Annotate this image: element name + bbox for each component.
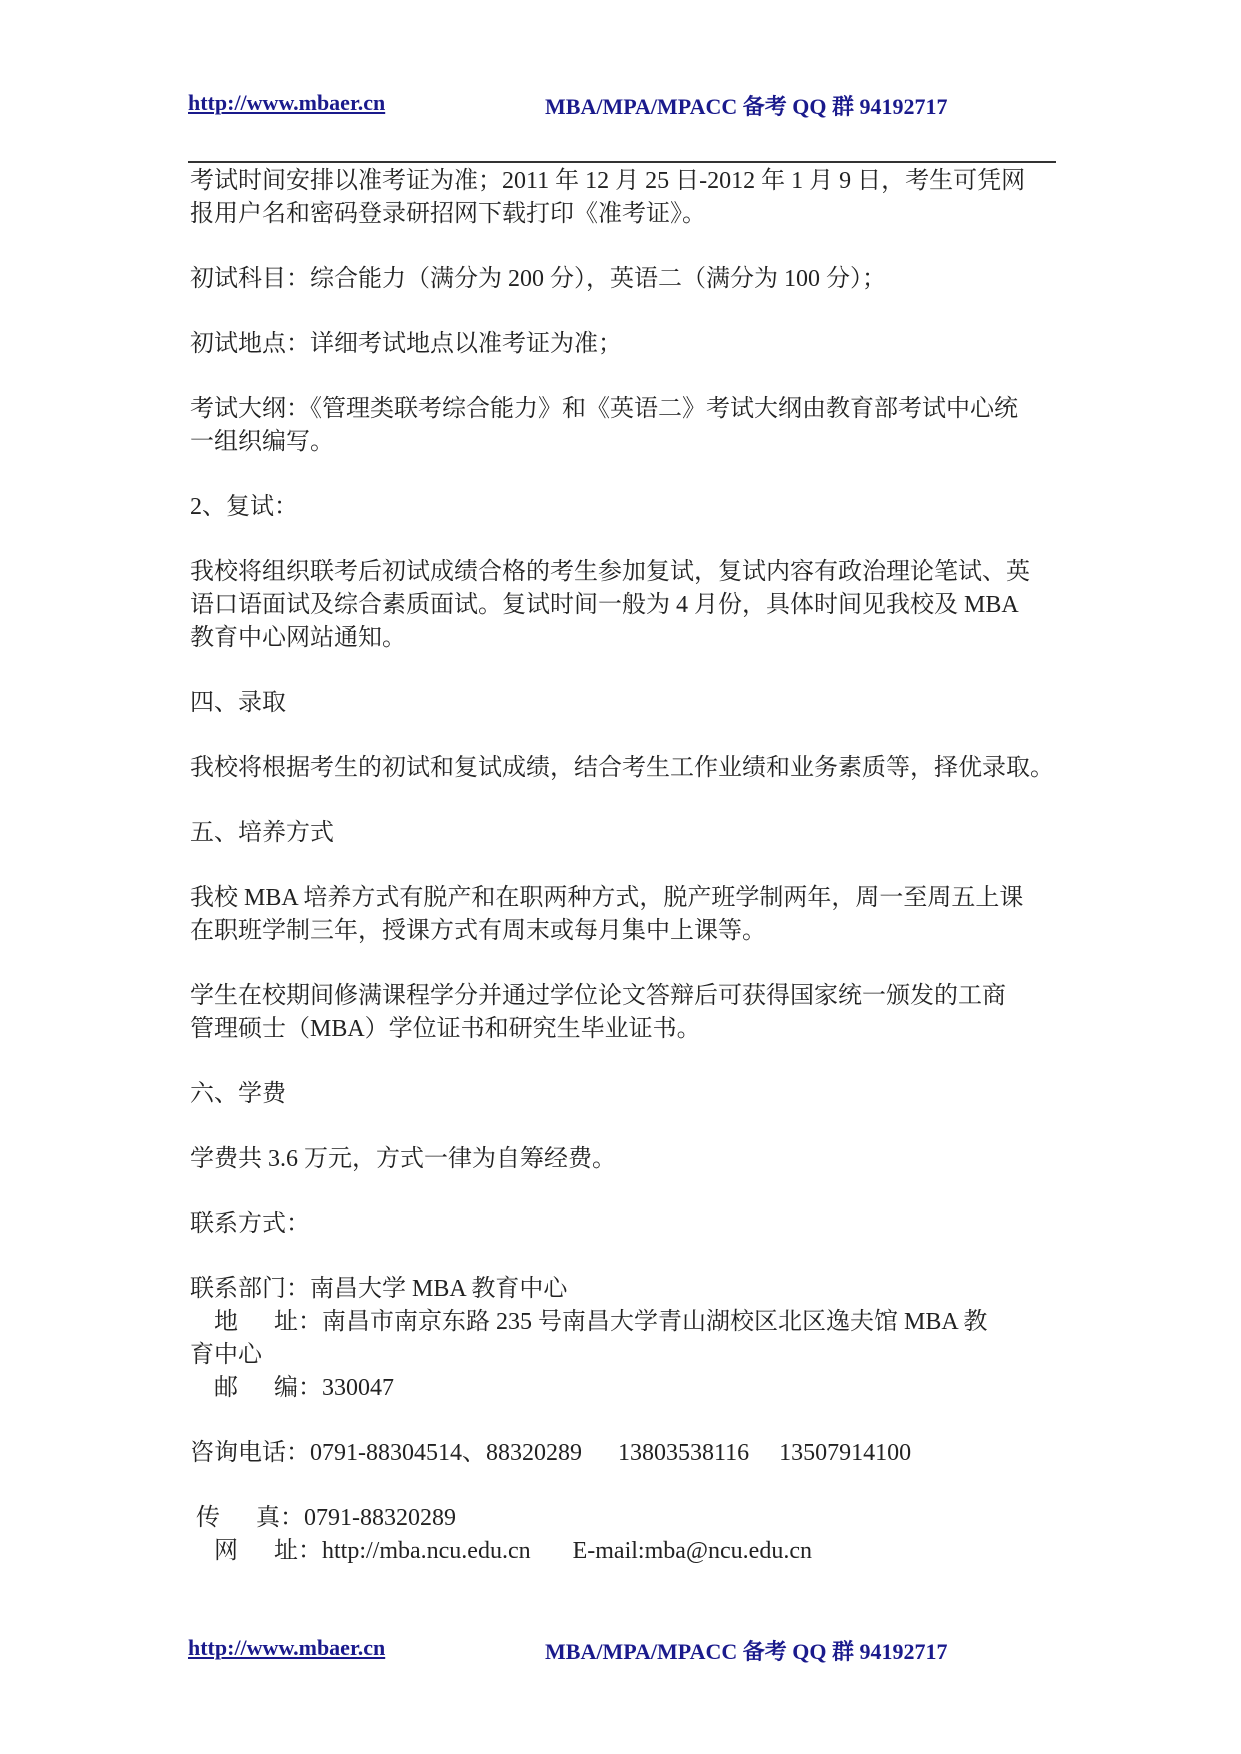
header-qq-group: MBA/MPA/MPACC 备考 QQ 群 94192717 xyxy=(545,94,948,119)
text-line: 初试地点：详细考试地点以准考证为准； xyxy=(190,331,622,357)
text-line: 管理硕士（MBA）学位证书和研究生毕业证书。 xyxy=(190,1016,701,1042)
contact-phone: 咨询电话：0791-88304514、88320289 13803538116 13507914100 xyxy=(190,1440,912,1466)
text-line: 在职班学制三年，授课方式有周末或每月集中上课等。 xyxy=(190,918,766,944)
text-line: 学费共 3.6 万元，方式一律为自筹经费。 xyxy=(190,1146,616,1172)
retest-heading xyxy=(190,491,1060,524)
text-line: 报用户名和密码登录研招网下载打印《准考证》。 xyxy=(190,201,706,227)
text-line: 初试科目：综合能力（满分为 200 分），英语二（满分为 100 分）； xyxy=(190,266,886,292)
text-line: 五、培养方式 xyxy=(190,820,334,846)
footer-link[interactable]: http://www.mbaer.cn xyxy=(188,1635,386,1660)
admission-paragraph xyxy=(190,752,1060,785)
text-line: 我校将组织联考后初试成绩合格的考生参加复试，复试内容有政治理论笔试、英 xyxy=(190,559,1030,585)
text-line: 四、录取 xyxy=(190,690,286,716)
text-line: 学生在校期间修满课程学分并通过学位论文答辩后可获得国家统一颁发的工商 xyxy=(190,983,1006,1009)
contact-postcode: 邮 编：330047 xyxy=(190,1375,394,1401)
fee-paragraph xyxy=(190,1143,1060,1176)
admission-heading xyxy=(190,687,1060,720)
text-line: 语口语面试及综合素质面试。复试时间一般为 4 月份，具体时间见我校及 MBA xyxy=(190,592,1019,618)
text-line: 教育中心网站通知。 xyxy=(190,625,406,651)
text-line: 考试时间安排以准考证为准；2011 年 12 月 25 日-2012 年 1 月 9 日，考生可凭网 xyxy=(190,168,1026,194)
text-line: 一组织编写。 xyxy=(190,429,334,455)
document-body xyxy=(190,163,1060,1600)
contact-address: 地 址：南昌市南京东路 235 号南昌大学青山湖校区北区逸夫馆 MBA 教 xyxy=(190,1309,988,1335)
contact-heading xyxy=(190,1208,1060,1241)
text-line: 六、学费 xyxy=(190,1081,286,1107)
contact-fax: 传 真：0791-88320289 xyxy=(190,1505,456,1531)
page-header xyxy=(0,90,1241,120)
location-paragraph xyxy=(190,328,1060,361)
header-link[interactable]: http://www.mbaer.cn xyxy=(188,90,386,115)
footer-qq-group: MBA/MPA/MPACC 备考 QQ 群 94192717 xyxy=(545,1639,948,1664)
degree-paragraph xyxy=(190,980,1060,1046)
fax-web-block xyxy=(190,1502,1060,1568)
training-heading xyxy=(190,817,1060,850)
subjects-paragraph xyxy=(190,263,1060,296)
text-line: 考试大纲：《管理类联考综合能力》和《英语二》考试大纲由教育部考试中心统 xyxy=(190,396,1018,422)
retest-paragraph xyxy=(190,556,1060,655)
contact-address-cont: 育中心 xyxy=(190,1342,262,1368)
text-line: 我校将根据考生的初试和复试成绩，结合考生工作业绩和业务素质等，择优录取。 xyxy=(190,755,1054,781)
contact-web: 网 址：http://mba.ncu.edu.cn E-mail:mba@ncu.edu.cn xyxy=(190,1538,812,1564)
training-paragraph xyxy=(190,882,1060,948)
phone-paragraph xyxy=(190,1437,1060,1470)
text-line: 联系方式： xyxy=(190,1211,310,1237)
contact-dept: 联系部门：南昌大学 MBA 教育中心 xyxy=(190,1276,568,1302)
contact-block xyxy=(190,1273,1060,1405)
text-line: 2、复试： xyxy=(190,494,298,520)
text-line: 我校 MBA 培养方式有脱产和在职两种方式，脱产班学制两年，周一至周五上课 xyxy=(190,885,1024,911)
syllabus-paragraph xyxy=(190,393,1060,459)
exam-time-paragraph xyxy=(190,165,1060,231)
fee-heading xyxy=(190,1078,1060,1111)
page-footer xyxy=(0,1635,1241,1665)
